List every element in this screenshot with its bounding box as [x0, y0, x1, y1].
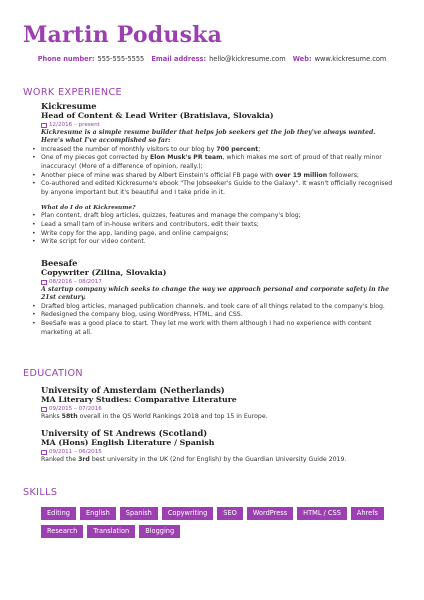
education-date: [41, 448, 397, 456]
email-label: Email address:: [151, 55, 207, 63]
list-item: • Co-authored and edited Kickresume's ebook "The Jobseeker's Guide to the Galaxy". It wasn't officially recognised by anyone important but it's beautiful and I take pride in it.: [32, 180, 393, 196]
skill-chip: WordPress: [247, 507, 293, 520]
education-date-text: 09/2011 – 06/2015: [49, 449, 102, 455]
skill-chip: Spanish: [120, 507, 158, 520]
list-item: • Lead a small tam of in-house writers and contributors, edit their texts;: [32, 220, 259, 228]
calendar-icon: [41, 280, 47, 285]
education-org: University of Amsterdam (Netherlands): [41, 385, 225, 395]
work-date: [41, 121, 397, 129]
skill-chip: Ahrefs: [351, 507, 384, 520]
work-bullets: [32, 145, 397, 198]
education-entry-amsterdam: [41, 385, 397, 422]
list-item: • Another piece of mine was shared by Albert Einstein's official FB page with over 19 million followers;: [32, 171, 359, 179]
work-bullets-secondary: [32, 212, 397, 246]
email-value[interactable]: hello@kickresume.com: [209, 55, 286, 63]
work-role: Copywriter (Zilina, Slovakia): [41, 268, 167, 277]
web-label: Web:: [292, 55, 312, 63]
work-role: Head of Content & Lead Writer (Bratislava, Slovakia): [41, 111, 274, 120]
education-date-text: 09/2015 – 07/2016: [49, 406, 102, 412]
section-title-work: WORK EXPERIENCE: [23, 87, 123, 98]
skill-chip: HTML / CSS: [297, 507, 347, 520]
phone-value: 555-555-5555: [97, 55, 145, 63]
work-date: [41, 278, 397, 286]
skill-chip: English: [80, 507, 116, 520]
list-item: • Plan content, draft blog articles, quizzes, features and manage the company's blog;: [32, 212, 301, 220]
education-org: University of St Andrews (Scotland): [41, 428, 208, 438]
skill-chip: Blogging: [139, 525, 180, 538]
list-item: • BeeSafe was a good place to start. They let me work with them although I had no experience with content marketing at all.: [32, 320, 372, 336]
list-item: • One of my pieces got corrected by Elon Musk's PR team, which makes me sort of proud of that really minor inaccuracy! (More of a difference of opinion, really.);: [32, 154, 382, 170]
work-description: Kickresume is a simple resume builder that helps job seekers get the job they've always wanted. Here's what I've accomplished so far:: [41, 129, 376, 145]
list-item: • Write script for our video content.: [32, 238, 146, 246]
education-degree: MA (Hons) English Literature / Spanish: [41, 438, 215, 447]
work-date-text: 12/2016 – present: [49, 122, 100, 128]
list-item: • Redesigned the company blog, using WordPress, HTML, and CSS.: [32, 311, 243, 319]
work-bullets: [32, 302, 397, 337]
skill-chip: Editing: [41, 507, 76, 520]
skill-chip: SEO: [217, 507, 243, 520]
work-entry-kickresume: [32, 101, 397, 247]
work-subtitle: What do I do at Kickresume?: [41, 205, 136, 212]
skill-chip: Translation: [87, 525, 135, 538]
list-item: • Write copy for the app, landing page, and online campaigns;: [32, 229, 229, 237]
education-note: Ranked the 3rd best university in the UK (2nd for English) by the Guardian University Guide 2019.: [41, 456, 347, 463]
education-degree: MA Literary Studies: Comparative Literature: [41, 395, 237, 404]
education-entry-st-andrews: [41, 428, 397, 465]
work-entry-beesafe: [32, 258, 397, 337]
calendar-icon: [41, 407, 47, 412]
education-note: Ranks 58th overall in the QS World Rankings 2018 and top 15 in Europe.: [41, 413, 268, 420]
phone-label: Phone number:: [37, 55, 95, 63]
skill-chip: Copywriting: [162, 507, 213, 520]
list-item: • Drafted blog articles, managed publication channels, and took care of all things related to the company's blog.: [32, 302, 385, 310]
skills-list: [41, 507, 391, 538]
web-value[interactable]: www.kickresume.com: [314, 55, 387, 63]
work-date-text: 08/2016 – 08/2017: [49, 279, 102, 285]
list-item: • Increased the number of monthly visitors to our blog by 700 percent;: [32, 145, 261, 153]
calendar-icon: [41, 450, 47, 455]
section-title-skills: SKILLS: [23, 487, 58, 498]
section-title-education: EDUCATION: [23, 368, 84, 379]
work-description: A startup company which seeks to change the way we approach personal and corporate safety in the 21st century.: [41, 286, 390, 302]
calendar-icon: [41, 123, 47, 128]
education-date: [41, 405, 397, 413]
work-org: Beesafe: [41, 258, 78, 268]
candidate-name: Martin Poduska: [23, 22, 223, 48]
work-org: Kickresume: [41, 101, 97, 111]
skill-chip: Research: [41, 525, 83, 538]
contact-line: [0, 55, 424, 63]
